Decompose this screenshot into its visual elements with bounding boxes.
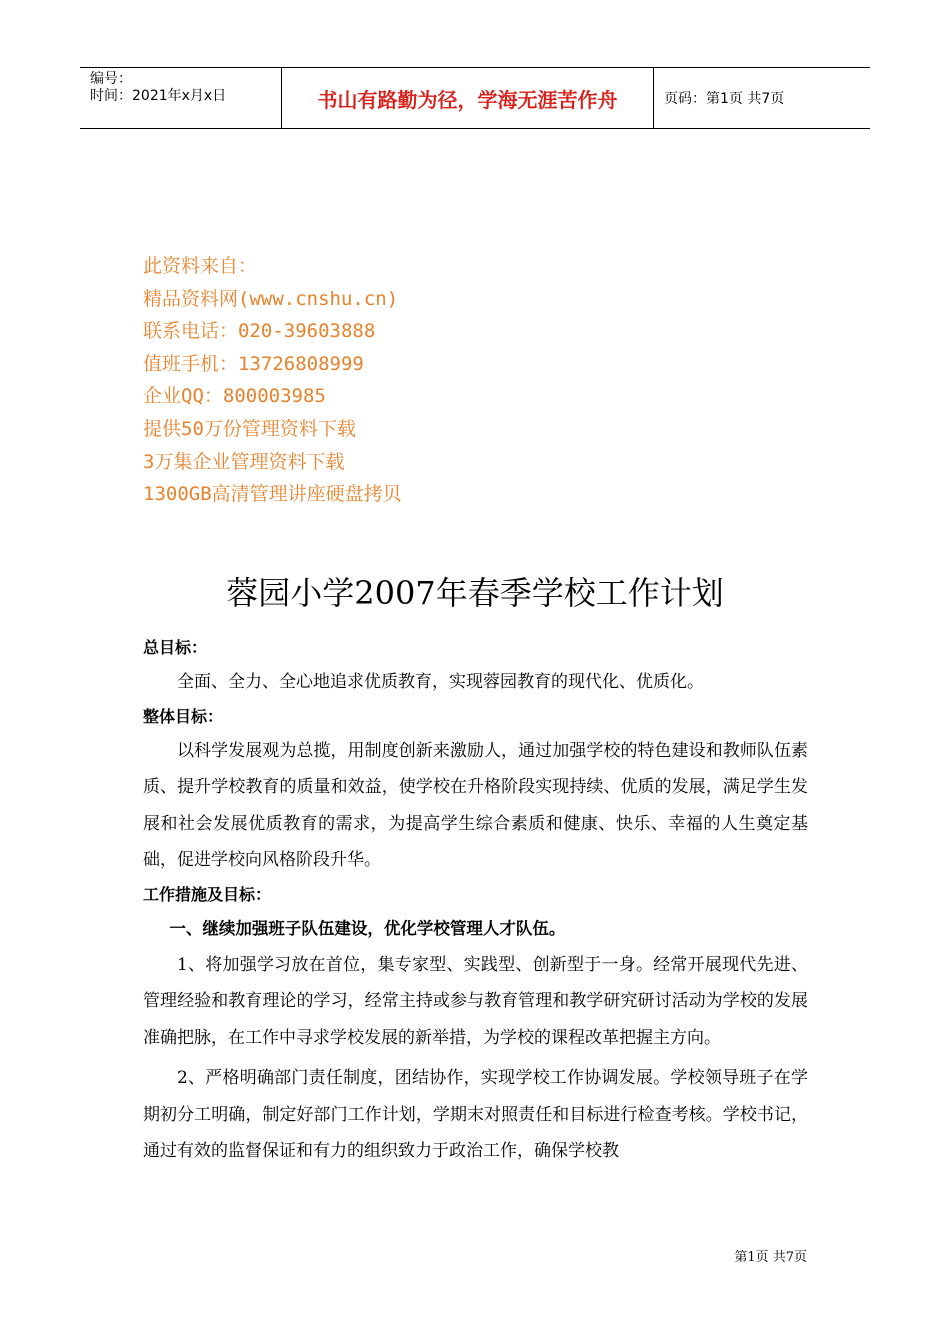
goal-heading: 总目标： (143, 638, 208, 657)
info-line: 精品资料网(www.cnshu.cn) (143, 287, 399, 310)
code-label: 编号： (90, 71, 132, 87)
document-body (143, 632, 808, 1170)
info-line: 此资料来自： (143, 255, 258, 277)
measures-heading: 工作措施及目标： (143, 884, 272, 904)
header-table (80, 67, 870, 129)
item1-text: 1、将加强学习放在首位，集专家型、实践型、创新型于一身。经常开展现代先进、管理经验和教育理论的学习，经常主持或参与教育管理和教学研究研讨活动为学校的发展准确把脉，在工作中寻求学校发展的新举措，为学校的课程改革把握主方向。 (143, 954, 808, 1048)
info-line: 提供50万份管理资料下载 (143, 417, 356, 440)
sub1-heading: 一、继续加强班子队伍建设，优化学校管理人才队伍。 (169, 918, 566, 938)
info-line: 3万集企业管理资料下载 (143, 450, 345, 473)
header-motto: 书山有路勤为径，学海无涯苦作舟 (282, 68, 654, 128)
info-line: 1300GB高清管理讲座硬盘拷贝 (143, 483, 402, 506)
overall-heading: 整体目标： (143, 706, 224, 726)
document-title: 蓉园小学2007年春季学校工作计划 (226, 574, 724, 612)
header-page-label: 页码：第1页 共7页 (664, 91, 785, 107)
overall-text: 以科学发展观为总揽，用制度创新来激励人，通过加强学校的特色建设和教师队伍素质、提升学校教育的质量和效益，使学校在升格阶段实现持续、优质的发展，满足学生发展和社会发展优质教育的需求，为提高学生综合素质和健康、快乐、幸福的人生奠定基础，促进学校向风格阶段升华。 (143, 740, 808, 870)
goal-text: 全面、全力、全心地追求优质教育，实现蓉园教育的现代化、优质化。 (177, 672, 704, 692)
page-footer: 第1页 共7页 (734, 1250, 807, 1265)
info-line: 企业QQ：800003985 (143, 385, 326, 408)
info-line: 联系电话：020-39603888 (143, 320, 376, 343)
header-meta (80, 68, 282, 128)
item2-text: 2、严格明确部门责任制度，团结协作，实现学校工作协调发展。学校领导班子在学期初分工明确，制定好部门工作计划，学期末对照责任和目标进行检查考核。学校书记，通过有效的监督保证和有力的组织致力于政治工作，确保学校教 (143, 1068, 808, 1161)
date-label: 时间：2021年x月x日 (90, 88, 227, 104)
info-line: 值班手机：13726808999 (143, 352, 364, 375)
source-info-block (143, 250, 402, 511)
